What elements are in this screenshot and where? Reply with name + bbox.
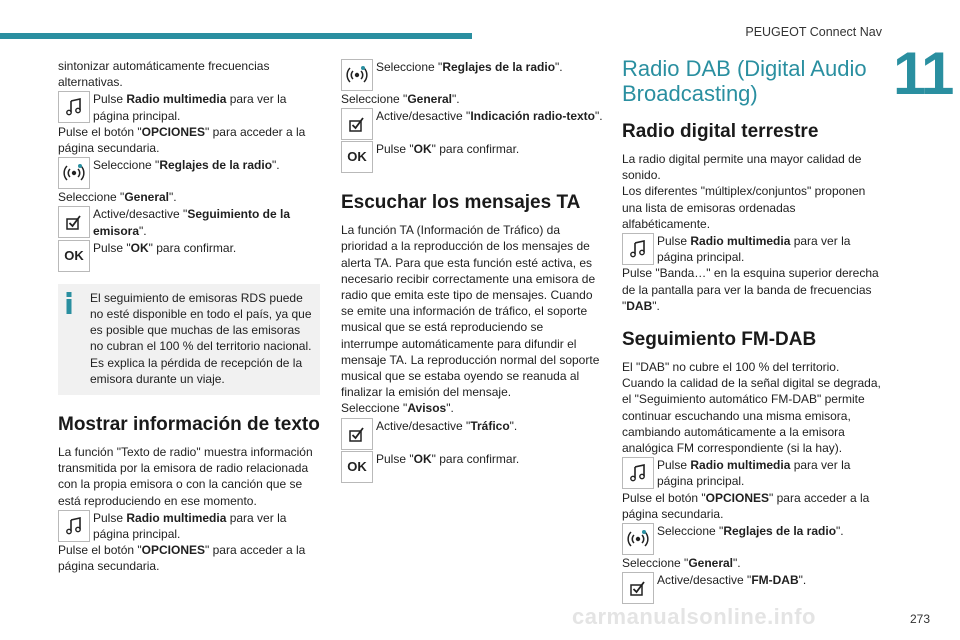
paragraph [58,542,320,574]
bold-text: Radio multimedia [690,458,791,473]
text: Pulse "Banda…" en la esquina superior derecha de la pantalla para ver la banda de frecuencias " [622,266,879,313]
ok-icon-label: OK [64,247,84,263]
column-2 [341,58,603,483]
text: Pulse [657,458,691,473]
text: Pulse el botón " [58,124,142,139]
info-note [58,284,320,395]
text: Pulse [93,510,127,525]
paragraph: La función "Texto de radio" muestra información transmitida por la emisora de radio relacionada con la propia emisora o con la canción que se está reproduciendo en ese momento. [58,445,313,508]
radio-signal-icon [341,59,373,91]
page-number: 273 [909,612,930,626]
paragraph: Los diferentes "múltiplex/conjuntos" proponen una lista de emisoras ordenadas alfabéticamente. [622,184,866,231]
step-text [93,206,320,238]
text: ". [139,223,147,238]
text: Pulse " [376,142,414,157]
step-row [58,91,320,123]
step-row [341,141,603,173]
section-heading: Mostrar información de texto [58,414,320,436]
text: ". [595,109,603,124]
radio-signal-icon [58,157,90,189]
step-text [376,451,603,467]
text: " para confirmar. [148,240,237,255]
step-text [376,141,603,157]
paragraph [622,490,884,522]
paragraph: La radio digital permite una mayor calidad de sonido. [622,152,862,183]
bold-text: General [407,92,453,106]
bold-text: General [124,190,170,205]
step-text [657,233,884,265]
text: para ver la página principal. [93,510,287,542]
paragraph: sintonizar automáticamente frecuencias alternativas. [58,59,270,90]
bold-text: Tráfico [470,418,510,433]
text: Seleccione " [58,190,125,205]
music-note-icon [622,233,654,265]
text: ". [272,158,280,173]
text: Seleccione " [341,401,408,416]
ok-icon-label: OK [347,458,367,474]
section-heading: Escuchar los mensajes TA [341,192,581,214]
text: para ver la página principal. [657,458,851,489]
step-text [376,418,603,434]
bold-text: Avisos [407,401,447,416]
text: Active/desactive " [376,418,471,433]
bold-text: Indicación radio-texto [470,109,595,124]
text: ". [446,401,454,416]
bold-text: OPCIONES [141,543,206,558]
text: ". [169,190,177,205]
step-text [93,510,320,542]
text: Pulse " [376,451,414,466]
text: ". [836,524,844,539]
checkbox-toggle-icon [341,418,373,450]
column-3 [622,56,884,604]
text: Seleccione " [341,92,408,106]
music-note-icon [58,91,90,123]
text: para ver la página principal. [93,92,287,123]
ok-icon [58,240,90,272]
text: Pulse el botón " [622,490,706,505]
text: ". [652,298,660,313]
ok-icon [341,141,373,173]
step-row [622,572,884,604]
paragraph [341,400,603,416]
text: " para acceder a la página secundaria. [58,124,306,156]
paragraph [341,91,603,107]
bold-text: Reglajes de la radio [723,524,837,539]
step-text [93,157,320,173]
text: ". [452,92,460,106]
text: " para confirmar. [431,451,520,466]
text: ". [733,556,741,571]
text: ". [555,60,563,74]
bold-text: Reglajes de la radio [442,60,556,74]
checkbox-toggle-icon [58,206,90,238]
step-text [93,91,320,123]
text: " para acceder a la página secundaria. [622,490,870,521]
step-row [58,240,320,272]
paragraph: El "DAB" no cubre el 100 % del territorio. [622,360,840,375]
step-row [341,108,603,140]
bold-text: OPCIONES [705,490,770,505]
text: Active/desactive " [376,109,471,124]
text: para ver la página principal. [657,234,851,265]
section-heading: Seguimiento FM-DAB [622,329,817,351]
text: Pulse [657,234,691,249]
text: " para acceder a la página secundaria. [58,543,306,574]
column-1 [58,58,320,575]
bold-text: Radio multimedia [690,234,791,249]
step-row [341,451,603,483]
step-text [657,523,884,539]
checkbox-toggle-icon [622,572,654,604]
step-text [657,572,884,588]
text: Pulse " [93,240,131,255]
step-row [622,233,884,265]
paragraph [622,555,884,571]
text: Seleccione " [622,556,689,571]
step-row [341,59,603,91]
step-text [376,108,603,124]
text: Active/desactive " [657,573,752,588]
paragraph [58,189,320,205]
radio-signal-icon [622,523,654,555]
chapter-number: 11 [893,40,953,107]
text: Pulse el botón " [58,543,142,558]
note-text: El seguimiento de emisoras RDS puede no esté disponible en todo el país, ya que es posible que muchas de las emisoras no cubran el 100 % del territorio nacional. Es explica la pérdida de recepción de la emisora durante un viaje. [90,290,312,386]
bold-text: Seguimiento de la emisora [93,207,290,238]
step-row [58,206,320,238]
step-text [93,240,320,256]
text: " para confirmar. [431,142,520,157]
bold-text: FM-DAB [751,573,799,588]
step-row [58,157,320,189]
step-row [341,418,603,450]
text: Pulse [93,92,127,107]
paragraph [622,265,884,314]
watermark: carmanualsonline.info [572,604,816,629]
text: ". [509,418,518,433]
bold-text: DAB [626,298,653,313]
bold-text: Radio multimedia [126,92,227,107]
header-title: PEUGEOT Connect Nav [745,25,882,39]
ok-icon [341,451,373,483]
music-note-icon [622,457,654,489]
text: Seleccione " [93,158,160,173]
section-heading: Radio digital terrestre [622,121,819,142]
header-accent-bar [0,33,472,39]
paragraph: Cuando la calidad de la señal digital se degrada, el "Seguimiento automático FM-DAB" permite continuar escuchando una misma emisora, cambiando automáticamente a la emisora analógica FM correspondiente (si la hay). [622,376,881,456]
text: Active/desactive " [93,207,188,222]
step-text [376,59,603,75]
text: Seleccione " [657,524,724,539]
info-icon [64,292,74,314]
bold-text: OK [130,240,149,255]
bold-text: Reglajes de la radio [159,158,273,173]
bold-text: OK [413,451,432,466]
checkbox-toggle-icon [341,108,373,140]
bold-text: Radio multimedia [126,510,227,525]
bold-text: General [688,556,734,571]
bold-text: OK [413,142,432,157]
step-row [58,510,320,542]
paragraph [58,124,320,156]
step-row [622,523,884,555]
music-note-icon [58,510,90,542]
text: Seleccione " [376,60,443,74]
ok-icon-label: OK [347,149,367,165]
bold-text: OPCIONES [141,124,206,139]
step-row [622,457,884,489]
step-text [657,457,884,489]
text: ". [798,573,807,588]
paragraph: La función TA (Información de Tráfico) da prioridad a la reproducción de los mensajes de alerta TA. Para que esta función esté activa, es necesario recibir correctamente una emisora de radio que emita este tipo de mensajes. Cuando se emite una información de tráfico, el soporte musical que se está reproduciendo se interrumpe automáticamente para difundir el mensaje TA. La reproducción normal del soporte musical que se estaba oyendo se reanuda al finalizar la emisión del mensaje. [341,223,600,400]
page-title: Radio DAB (Digital Audio Broadcasting) [622,56,867,106]
